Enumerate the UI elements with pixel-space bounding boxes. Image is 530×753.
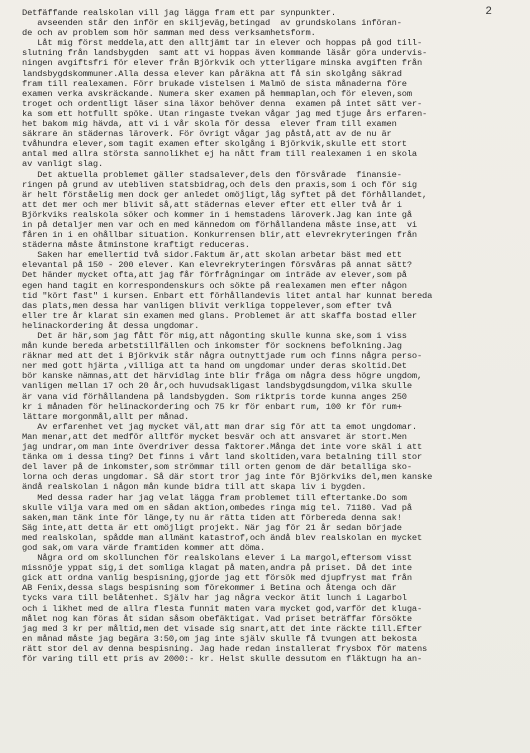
text-line: städerna måste åtminstone kraftigt reduceras. <box>22 240 250 251</box>
text-line: ner med gott hjärta ,villiga att ta hand om ungdomar under deras skoltid.Det <box>22 361 407 372</box>
text-line: skulle vilja vara med om en sådan aktion,ombedes ringa mig tel. 71180. Vad på <box>22 502 412 513</box>
text-line: Björkviks realskola söker och kommer in i hemstadens läroverk.Jag kan inte gå <box>22 209 412 220</box>
text-line: tid "kört fast" i kursen. Enbart ett förhållandevis litet antal har kunnat bereda <box>22 290 433 301</box>
text-line: tvåhundra elever,som tagit examen efter skolgång i Björkvik,skulle ett stort <box>22 139 407 150</box>
text-line: ka som ett hotfullt spöke. Utan ringaste tvekan vågar jag med tjuge års erfaren- <box>22 108 428 119</box>
text-line: Det är här,som jag fått för mig,att någonting skulle kunna ske,som i viss <box>22 331 407 341</box>
text-line: Säg inte,att detta är ett omöjligt projekt. När jag för 21 år sedan började <box>22 522 402 533</box>
text-line: en månad måste jag begära 3:50,om jag inte själv skulle få tvungen att bekosta <box>22 633 417 644</box>
text-line: ringen på grund av utebliven statsbidrag,och dels den praxis,som i och för sig <box>22 179 417 190</box>
text-line: Av erfarenhet vet jag mycket väl,att man drar sig för att ta emot ungdomar. <box>22 421 417 432</box>
text-line: med realskolan, spådde man allmänt katastrof,och ändå blev realskolan en mycket <box>22 532 423 543</box>
text-line: del laver på de inkomster,som strömmar till orten genom de där betalliga sko- <box>22 462 412 473</box>
text-line: av vanligt slag. <box>22 159 104 170</box>
text-line: egen hand tagit en korrespondenskurs och sökte på realexamen men efter någon <box>22 280 407 291</box>
page-number: 2 <box>485 6 492 18</box>
text-line: Låt mig först meddela,att den alltjämt tar in elever och hoppas på god till- <box>22 38 423 49</box>
text-line: fram till realexamen. Förr brukade vistelsen i Malmö de sista månaderna före <box>22 78 407 89</box>
text-line: troget och ordentligt läser sina läxor behöver denna examen på intet sätt ver- <box>22 98 423 109</box>
text-line: Det aktuella problemet gäller stadsalever,dels den försvårade finansie- <box>22 169 402 180</box>
text-line: lättare morgonmål,allt per månad. <box>22 411 190 422</box>
text-line: missnöje yppat sig,i det somliga klagat på maten,andra på priset. Då det inte <box>22 563 412 574</box>
text-line: fåren in i en ohållbar situation. Konkurrensen blir,att elevrekryteringen från <box>22 230 417 241</box>
text-line: Detfäffande realskolan vill jag lägga fram ett par synpunkter. <box>22 8 336 18</box>
text-line: AB Fenix,dessa slags bespisning som förekommer i Betina och åtenga och där <box>22 583 397 594</box>
text-line: gick att ordna vanlig bespisning,gjorde jag ett försök med djupfryst mat från <box>22 573 412 584</box>
text-line: bör kanske nämnas,att det härvidlag inte blir fråga om några dess högre ungdom, <box>22 371 423 382</box>
text-line: god sak,om vara värde framtiden kommer att döma. <box>22 542 266 553</box>
text-line: het bakom mig hävda, att vi i vår skola för dessa elever fram till examen <box>22 119 397 130</box>
text-line: slutning från landsbygden samt att vi hoppas även kommande läsår göra undervis- <box>22 48 428 59</box>
text-line: mån kunde bereda arbetstillfällen och inkomster för socknens befolkning.Jag <box>22 341 402 352</box>
text-line: lorna och deras ungdomar. Så där stort tror jag inte för Björkviks del,men kanske <box>22 472 433 483</box>
text-line: Med dessa rader har jag velat lägga fram problemet till eftertanke.Do som <box>22 492 407 503</box>
text-line: tänka om i dessa ting? Det finns i vårt land skoltiden,vara betalning till stor <box>22 452 423 463</box>
text-line: räknar med att det i Björkvik står några outnyttjade rum och finns några perso- <box>22 351 423 362</box>
text-line: och i likhet med de allra flesta funnit maten vara mycket god,varför det kluga- <box>22 603 423 614</box>
text-line: vanligen mellan 17 och 20 år,och huvudsakligast landsbygdsungdom,vilka skulle <box>22 381 412 392</box>
text-line: helinackordering åt dessa ungdomar. <box>22 320 200 331</box>
text-line: Saken har emellertid två sidor.Faktum är,att skolan arbetar bäst med ett <box>22 250 402 261</box>
text-line: målet nog kan föras åt sidan såsom obefäktigat. Vad priset beträffar försökte <box>22 613 412 624</box>
text-line: att det mer och mer blivit så,att städernas elever efter ett eller två år i <box>22 199 402 210</box>
text-line: tycks vara till belåtenhet. Själv har jag några veckor ätit lunch i Lagarbol <box>22 593 407 604</box>
text-line: landsbygdskommuner.Alla dessa elever kan påräkna att få sin skolgång säkrad <box>22 68 402 79</box>
text-line: jag undrar,om man inte överdriver dessa faktorer.Många det inte vore skäl i att <box>22 442 423 453</box>
text-line: examen verka avskräckande. Numera sker examen på hemmaplan,och för eleven,som <box>22 88 412 99</box>
text-line: jag med 3 kr per måltid,men det visade sig snart,att det inte räckte till.Efter <box>22 623 423 634</box>
text-line: saken,man tänk inte för länge,ty nu är rätta tiden att förbereda denna sak! <box>22 512 402 523</box>
text-line: in på detaljer men var och en med kännedom om förhållandena måste inse,att vi <box>22 219 417 230</box>
text-line: antal med allra största sannolikhet ej ha nått fram till realexamen i en skola <box>22 149 417 160</box>
text-line: elevantal på 150 - 200 elever. Kan elevrekryteringen försvåras på annat sätt? <box>22 260 412 271</box>
text-line: ändå realskolan i någon mån kunde bidra till att skapa liv i bygden. <box>22 482 367 493</box>
text-line: kr i månaden för helinackordering och 75 kr för enbart rum, 100 kr för rum+ <box>22 401 402 412</box>
text-line: rätt stor del av denna bespisning. Jag hade redan installerat frysbox för matens <box>22 643 428 654</box>
text-line: för varing till ett pris av 2000:- kr. Helst skulle dessutom en fläktugn ha an- <box>22 654 423 664</box>
text-line: das plats,men dessa har vanligen blivit verkliga toppelever,som efter två <box>22 300 392 311</box>
text-line: Några ord om skollunchen för realskolans elever i La margol,eftersom visst <box>22 553 412 564</box>
text-line: avseenden står den inför en skiljeväg,betingad av grundskolans införan- <box>22 18 402 29</box>
text-line: är vana vid förhållandena på landsbygden. Som riktpris torde kunna anges 250 <box>22 391 407 402</box>
text-line: säkrare än städernas läroverk. För övrigt vågar jag påstå,att av de nu är <box>22 129 392 140</box>
text-line: Det händer mycket ofta,att jag får förfrågningar om inträde av elever,som på <box>22 270 407 281</box>
text-line: är helt förståelig men dock ger anledet omöjligt,låg syftet på det förhållandet, <box>22 189 428 200</box>
letter-body <box>22 8 516 664</box>
text-line: ningen avgiftsfri för elever från Björkvik och ytterligare minska avgiften från <box>22 58 423 69</box>
text-line: Man menar,att det medför alltför mycket besvär och att ansvaret är stort.Men <box>22 431 407 442</box>
text-line: de och av problem som hör samman med dess verksamhetsform. <box>22 28 316 39</box>
text-line: eller tre år klarat sin examen med glans. Problemet är att skaffa bostad eller <box>22 310 417 321</box>
